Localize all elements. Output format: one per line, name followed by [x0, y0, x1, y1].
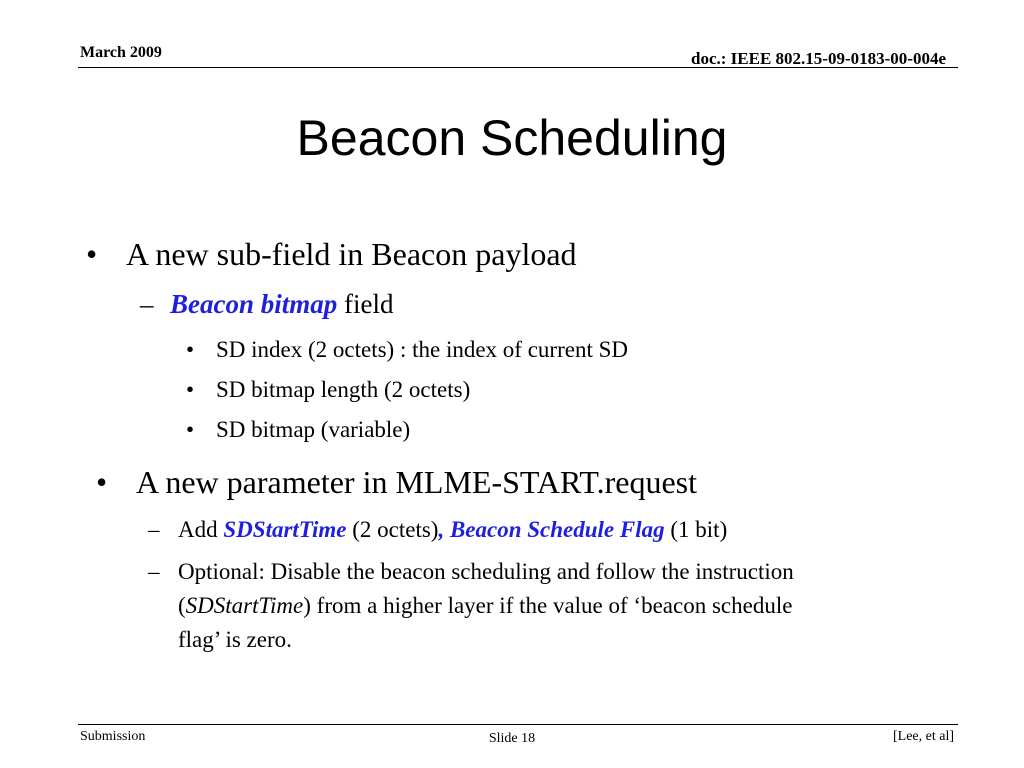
sdstarttime-italic: SDStartTime — [185, 593, 304, 618]
footer-authors: [Lee, et al] — [892, 729, 954, 744]
header-divider — [78, 67, 958, 68]
slide-title: Beacon Scheduling — [296, 110, 728, 166]
bullet-2-text: A new parameter in MLME-START.request — [136, 464, 697, 500]
bullet-1-sub-suffix: field — [337, 289, 394, 319]
octets-text: (2 octets) — [346, 517, 439, 542]
bullet-2-sub-2-marker: – — [148, 559, 160, 584]
bullet-2-sub-2-line-3: flag’ is zero. — [178, 627, 292, 652]
bullet-1-marker: • — [86, 236, 98, 272]
bullet-1-item-3-text: SD bitmap (variable) — [216, 417, 411, 442]
bullet-2-sub-2-line-2 — [178, 589, 792, 623]
bullet-1-sub-text — [170, 288, 393, 320]
bullet-2-sub-1-marker: – — [148, 517, 160, 542]
paren-open: ( — [178, 593, 186, 618]
beacon-bitmap-emphasis: Beacon bitmap — [170, 289, 338, 319]
bullet-1-item-2-marker: • — [186, 377, 195, 402]
line-2-rest: ) from a higher layer if the value of ‘beacon schedule — [303, 593, 793, 618]
bullet-1-item-2-text: SD bitmap length (2 octets) — [216, 377, 471, 402]
beacon-schedule-flag-emphasis: Beacon Schedule Flag — [449, 517, 665, 542]
footer-slide-number: Slide 18 — [488, 731, 536, 746]
bullet-1-item-1-text: SD index (2 octets) : the index of current SD — [216, 337, 628, 362]
bit-suffix: (1 bit) — [664, 517, 728, 542]
footer-submission: Submission — [80, 729, 146, 744]
comma-emphasis: , — [438, 517, 450, 542]
bullet-2-sub-1-text — [178, 513, 727, 547]
bullet-1-sub-marker: – — [140, 289, 154, 319]
add-prefix: Add — [178, 517, 224, 542]
header-date: March 2009 — [80, 44, 162, 61]
bullet-2-marker: • — [96, 464, 108, 500]
header-doc-id: doc.: IEEE 802.15-09-0183-00-004e — [691, 49, 946, 68]
bullet-2-sub-2-line-1: Optional: Disable the beacon scheduling and follow the instruction — [178, 559, 794, 584]
bullet-1-item-3-marker: • — [186, 417, 195, 442]
bullet-1-text: A new sub-field in Beacon payload — [126, 236, 577, 272]
bullet-1-item-1-marker: • — [186, 337, 195, 362]
sdstarttime-emphasis: SDStartTime — [223, 517, 347, 542]
footer-divider — [78, 724, 958, 725]
